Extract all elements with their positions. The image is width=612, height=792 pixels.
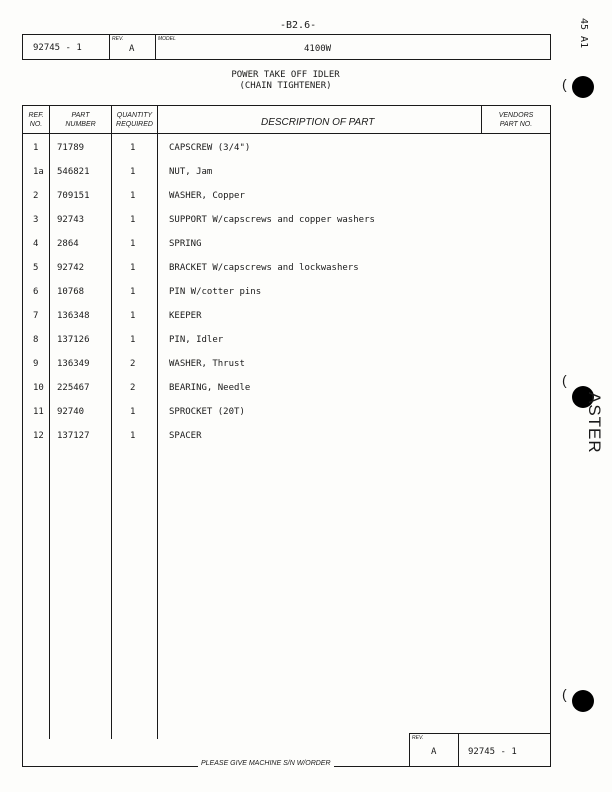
row-ref: 2	[33, 191, 39, 201]
row-description: PIN W/cotter pins	[169, 287, 262, 297]
header-rule	[23, 133, 550, 134]
footer-note: PLEASE GIVE MACHINE S/N W/ORDER	[198, 760, 334, 767]
row-description: BRACKET W/capscrews and lockwashers	[169, 263, 359, 273]
header-part-number: 92745 - 1	[33, 43, 82, 53]
col-header-vendors-line: VENDORS	[498, 112, 534, 119]
side-code: 45 A1	[578, 18, 589, 49]
col-header-qty-line: QUANTITY	[116, 112, 153, 119]
title-line-2: (CHAIN TIGHTENER)	[239, 81, 332, 91]
row-ref: 5	[33, 263, 39, 273]
row-quantity: 1	[130, 431, 136, 441]
row-description: WASHER, Thrust	[169, 359, 245, 369]
title-line-1: POWER TAKE OFF IDLER	[231, 70, 340, 80]
row-description: SUPPORT W/capscrews and copper washers	[169, 215, 375, 225]
table-row	[23, 383, 550, 397]
row-part-number: 137127	[57, 431, 90, 441]
table-row	[23, 239, 550, 253]
table-row	[23, 359, 550, 373]
row-quantity: 1	[130, 311, 136, 321]
divider	[109, 35, 110, 59]
row-description: SPROCKET (20T)	[169, 407, 245, 417]
footer-box	[409, 733, 551, 767]
col-header-ref-line: REF.	[28, 112, 44, 119]
row-ref: 12	[33, 431, 44, 441]
table-row	[23, 311, 550, 325]
parts-table	[22, 105, 551, 767]
row-description: NUT, Jam	[169, 167, 213, 177]
table-row	[23, 335, 550, 349]
col-header-part-line: PART	[71, 112, 90, 119]
row-ref: 4	[33, 239, 39, 249]
col-header-vendors	[482, 111, 550, 129]
table-row	[23, 263, 550, 277]
footer-part-number: 92745 - 1	[468, 747, 517, 757]
row-quantity: 1	[130, 191, 136, 201]
row-part-number: 92743	[57, 215, 85, 225]
row-ref: 3	[33, 215, 39, 225]
row-part-number: 225467	[57, 383, 90, 393]
col-header-part	[50, 111, 111, 129]
table-row	[23, 191, 550, 205]
row-quantity: 1	[130, 239, 136, 249]
page-title	[22, 70, 549, 92]
row-ref: 1a	[33, 167, 44, 177]
row-ref: 7	[33, 311, 39, 321]
row-description: SPACER	[169, 431, 202, 441]
header-rev: A	[129, 44, 135, 54]
row-quantity: 1	[130, 143, 136, 153]
row-quantity: 2	[130, 383, 136, 393]
row-part-number: 546821	[57, 167, 90, 177]
row-description: KEEPER	[169, 311, 202, 321]
header-model: 4100W	[304, 44, 332, 54]
row-quantity: 1	[130, 335, 136, 345]
row-part-number: 10768	[57, 287, 85, 297]
row-part-number: 92740	[57, 407, 85, 417]
row-part-number: 92742	[57, 263, 85, 273]
row-part-number: 136348	[57, 311, 90, 321]
table-row	[23, 167, 550, 181]
binder-hole-top	[572, 76, 594, 98]
row-description: CAPSCREW (3/4")	[169, 143, 251, 153]
hole-bracket: (	[562, 76, 567, 92]
page-number: -B2.6-	[280, 20, 317, 31]
row-quantity: 1	[130, 167, 136, 177]
divider	[458, 734, 459, 767]
row-ref: 10	[33, 383, 44, 393]
table-row	[23, 287, 550, 301]
divider	[155, 35, 156, 59]
binder-hole-bottom	[572, 690, 594, 712]
col-header-description: DESCRIPTION OF PART	[261, 117, 375, 128]
row-ref: 8	[33, 335, 39, 345]
row-ref: 9	[33, 359, 39, 369]
row-description: SPRING	[169, 239, 202, 249]
row-ref: 6	[33, 287, 39, 297]
table-row	[23, 143, 550, 157]
footer-rev-label: REV.	[412, 735, 424, 741]
col-header-qty-line: REQUIRED	[116, 121, 153, 128]
margin-stamp: ASTER	[585, 392, 604, 454]
row-part-number: 136349	[57, 359, 90, 369]
row-part-number: 709151	[57, 191, 90, 201]
table-row	[23, 407, 550, 421]
row-description: PIN, Idler	[169, 335, 224, 345]
row-quantity: 2	[130, 359, 136, 369]
row-quantity: 1	[130, 263, 136, 273]
header-rev-label: REV.	[112, 36, 124, 42]
hole-bracket: (	[562, 686, 567, 702]
col-header-ref	[23, 111, 49, 129]
row-part-number: 137126	[57, 335, 90, 345]
footer-rev: A	[431, 747, 437, 757]
row-description: WASHER, Copper	[169, 191, 245, 201]
header-model-label: MODEL	[158, 36, 176, 42]
table-row	[23, 215, 550, 229]
row-quantity: 1	[130, 215, 136, 225]
hole-bracket: (	[562, 372, 567, 388]
table-row	[23, 431, 550, 445]
row-quantity: 1	[130, 407, 136, 417]
row-ref: 1	[33, 143, 39, 153]
header-box	[22, 34, 551, 60]
row-quantity: 1	[130, 287, 136, 297]
col-header-ref-line: NO.	[29, 121, 43, 128]
row-ref: 11	[33, 407, 44, 417]
row-part-number: 2864	[57, 239, 79, 249]
row-description: BEARING, Needle	[169, 383, 251, 393]
col-header-part-line: NUMBER	[65, 121, 96, 128]
row-part-number: 71789	[57, 143, 85, 153]
col-header-qty	[112, 111, 157, 129]
col-header-vendors-line: PART NO.	[499, 121, 533, 128]
